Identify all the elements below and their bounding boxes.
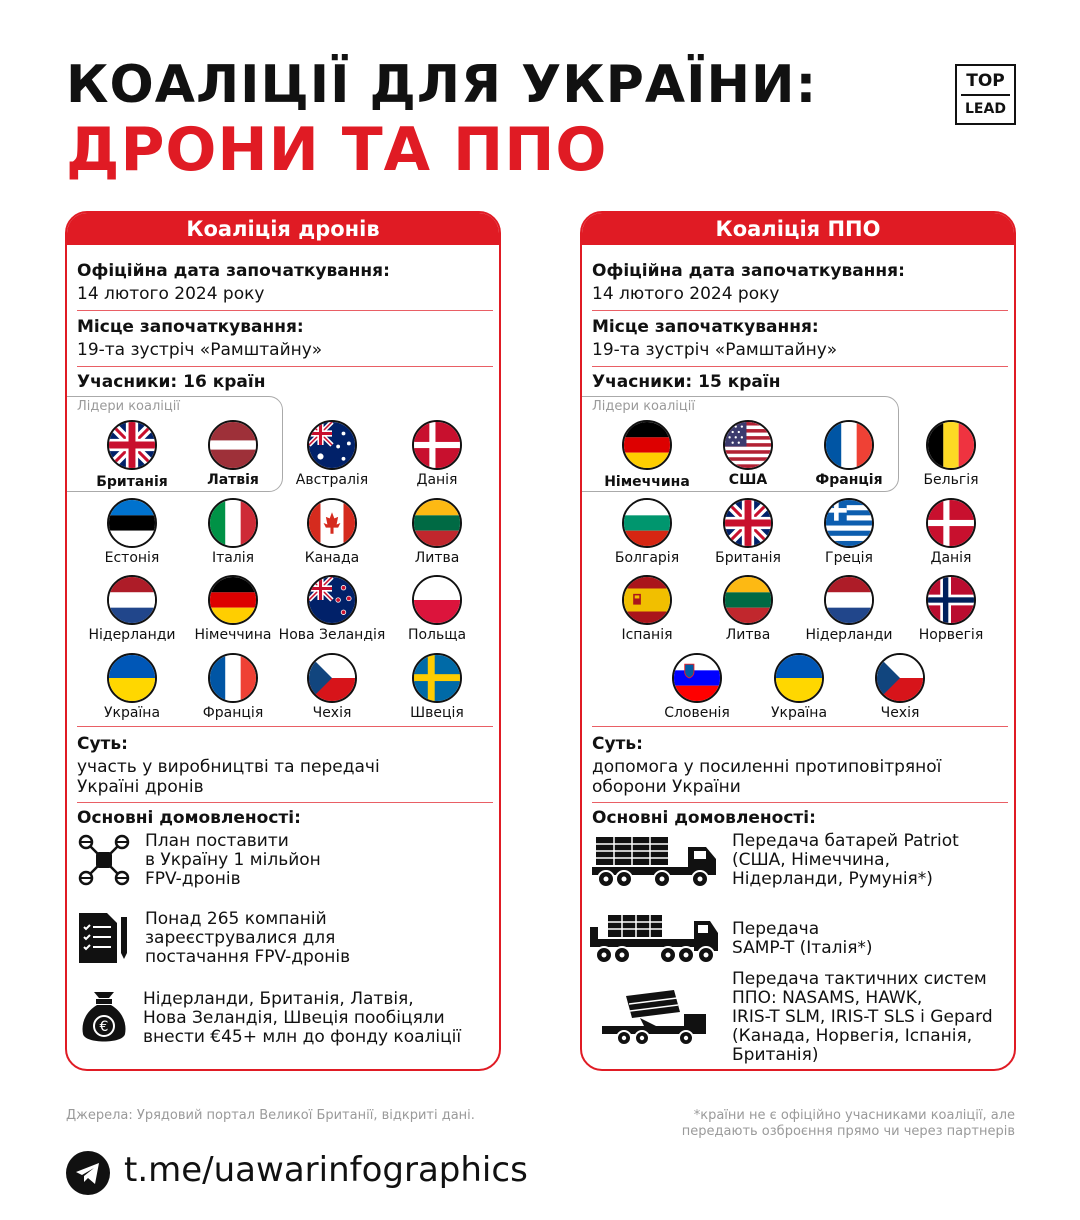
drone-agreement2-line: постачання FPV-дронів: [145, 947, 351, 967]
flag-uk-icon: [723, 498, 773, 548]
drone-date-value: 14 лютого 2024 року: [77, 284, 265, 304]
drone-essence-line1: участь у виробництві та передачі: [77, 757, 380, 777]
flag-norway-icon: [926, 575, 976, 625]
divider: [592, 726, 1008, 727]
flag-latvia-icon: [208, 420, 258, 470]
divider: [592, 310, 1008, 311]
country-name: Болгарія: [614, 550, 680, 566]
flag-ukraine-icon: [774, 653, 824, 703]
flag-spain-icon: [622, 575, 672, 625]
flag-lithuania-icon: [723, 575, 773, 625]
top-lead-logo: [955, 64, 1016, 125]
ad-agreements-label: Основні домовленості:: [592, 808, 816, 828]
country-name: Польща: [407, 627, 467, 643]
flag-estonia-icon: [107, 498, 157, 548]
drone-agreement3-line: Нідерланди, Британія, Латвія,: [143, 989, 414, 1009]
flag-france-icon: [824, 420, 874, 470]
patriot-launcher-icon: [590, 833, 722, 891]
flag-germany-icon: [622, 420, 672, 470]
ad-place-value: 19-та зустріч «Рамштайну»: [592, 340, 838, 360]
country-name: Литва: [414, 550, 460, 566]
divider: [77, 366, 493, 367]
telegram-link[interactable]: t.me/uawarinfographics: [124, 1150, 528, 1190]
country-name: Україна: [770, 705, 828, 721]
flag-canada-icon: [307, 498, 357, 548]
air-defense-panel-heading: Коаліція ППО: [582, 213, 1014, 245]
svg-text:€: €: [99, 1019, 109, 1035]
drone-agreement1-line: План поставити: [145, 831, 289, 851]
ad-agreement1-line: Передача батарей Patriot: [732, 831, 959, 851]
ad-agreement3-line: ППО: NASAMS, HAWK,: [732, 988, 923, 1008]
ad-place-label: Місце започаткування:: [592, 317, 819, 337]
country-name: Естонія: [104, 550, 160, 566]
divider: [77, 310, 493, 311]
divider: [592, 802, 1008, 803]
ad-agreement3-line: (Канада, Норвегія, Іспанія,: [732, 1026, 973, 1046]
drone-coalition-panel: [65, 211, 501, 1071]
footnote-line: передають озброєння прямо чи через партнерів: [681, 1124, 1015, 1139]
country-name: Австралія: [295, 472, 369, 488]
tactical-launcher-icon: [600, 988, 712, 1048]
drone-agreement2-line: зареєструвалися для: [145, 928, 336, 948]
flag-australia-icon: [307, 420, 357, 470]
flag-czechia-icon: [875, 653, 925, 703]
samp-t-launcher-icon: [588, 911, 722, 967]
country-name: Латвія: [207, 472, 259, 488]
country-name: Франція: [202, 705, 264, 721]
ad-agreement1-line: (США, Німеччина,: [732, 850, 890, 870]
country-name: Словенія: [664, 705, 730, 721]
drone-essence-label: Суть:: [77, 734, 128, 754]
drone-essence-line2: Україні дронів: [77, 777, 204, 797]
country-name: Данія: [416, 472, 458, 488]
ad-agreement3-line: Передача тактичних систем: [732, 969, 987, 989]
country-name: Британія: [715, 550, 781, 566]
country-name: Чехія: [312, 705, 352, 721]
document-icon: [77, 911, 131, 965]
drone-panel-heading: Коаліція дронів: [67, 213, 499, 245]
ad-agreement2-line: SAMP-T (Італія*): [732, 938, 873, 958]
flag-greece-icon: [824, 498, 874, 548]
source-note: Джерела: Урядовий портал Великої Британії, відкриті дані.: [66, 1108, 475, 1123]
drone-agreements-label: Основні домовленості:: [77, 808, 301, 828]
flag-czechia-icon: [307, 653, 357, 703]
country-name: Британія: [96, 474, 168, 490]
ad-agreement3-line: IRIS-T SLM, IRIS-T SLS і Gepard: [732, 1007, 993, 1027]
drone-place-value: 19-та зустріч «Рамштайну»: [77, 340, 323, 360]
divider: [592, 366, 1008, 367]
flag-germany-icon: [208, 575, 258, 625]
drone-icon: [77, 833, 131, 887]
flag-usa-icon: [723, 420, 773, 470]
drone-agreement3-line: Нова Зеландія, Швеція пообіцяли: [143, 1008, 445, 1028]
flag-bulgaria-icon: [622, 498, 672, 548]
ad-members-label: Учасники: 15 країн: [592, 372, 781, 392]
country-name: Франція: [815, 472, 883, 488]
country-name: Чехія: [880, 705, 920, 721]
country-name: Німеччина: [194, 627, 272, 643]
logo-bottom-text: LEAD: [965, 100, 1006, 117]
ad-date-label: Офіційна дата започаткування:: [592, 261, 905, 281]
flag-france-icon: [208, 653, 258, 703]
air-defense-coalition-panel: [580, 211, 1016, 1071]
ad-agreement2-line: Передача: [732, 919, 820, 939]
drone-members-label: Учасники: 16 країн: [77, 372, 266, 392]
country-name: Данія: [930, 550, 972, 566]
divider: [77, 802, 493, 803]
ad-date-value: 14 лютого 2024 року: [592, 284, 780, 304]
country-name: Україна: [103, 705, 161, 721]
flag-denmark-icon: [926, 498, 976, 548]
country-name: Італія: [211, 550, 255, 566]
country-name: Нідерланди: [88, 627, 176, 643]
page-title: КОАЛІЦІЇ ДЛЯ УКРАЇНИ:: [66, 55, 818, 115]
flag-netherlands-icon: [107, 575, 157, 625]
footnote-line: *країни не є офіційно учасниками коаліції, але: [693, 1108, 1015, 1123]
drone-agreement2-line: Понад 265 компаній: [145, 909, 327, 929]
ad-essence-label: Суть:: [592, 734, 643, 754]
flag-italy-icon: [208, 498, 258, 548]
country-name: США: [728, 472, 768, 488]
ad-essence-line1: допомога у посиленні протиповітряної: [592, 757, 942, 777]
country-name: Нідерланди: [805, 627, 893, 643]
drone-agreement1-line: в Україну 1 мільйон: [145, 850, 321, 870]
country-name: Литва: [725, 627, 771, 643]
country-name: Канада: [304, 550, 360, 566]
divider: [77, 726, 493, 727]
flag-new-zealand-icon: [307, 575, 357, 625]
flag-netherlands-icon: [824, 575, 874, 625]
drone-agreement3-line: внести €45+ млн до фонду коаліції: [143, 1027, 462, 1047]
flag-poland-icon: [412, 575, 462, 625]
country-name: Швеція: [410, 705, 464, 721]
telegram-icon[interactable]: [66, 1151, 110, 1195]
logo-divider: [961, 94, 1010, 96]
ad-agreement1-line: Нідерланди, Румунія*): [732, 869, 933, 889]
country-name: Нова Зеландія: [278, 627, 386, 643]
ad-agreement3-line: Британія): [732, 1045, 819, 1065]
flag-belgium-icon: [926, 420, 976, 470]
flag-ukraine-icon: [107, 653, 157, 703]
page-subtitle: ДРОНИ ТА ППО: [66, 115, 608, 185]
ad-essence-line2: оборони України: [592, 777, 741, 797]
country-name: Греція: [825, 550, 873, 566]
flag-sweden-icon: [412, 653, 462, 703]
money-bag-icon: [77, 988, 131, 1048]
country-name: Німеччина: [604, 474, 690, 490]
country-name: Норвегія: [918, 627, 984, 643]
ad-leaders-caption: Лідери коаліції: [592, 399, 695, 414]
drone-leaders-caption: Лідери коаліції: [77, 399, 180, 414]
country-name: Іспанія: [621, 627, 673, 643]
drone-date-label: Офіційна дата започаткування:: [77, 261, 390, 281]
country-name: Бельгія: [923, 472, 979, 488]
flag-uk-icon: [107, 420, 157, 470]
flag-slovenia-icon: [672, 653, 722, 703]
flag-denmark-icon: [412, 420, 462, 470]
flag-lithuania-icon: [412, 498, 462, 548]
drone-agreement1-line: FPV-дронів: [145, 869, 241, 889]
footnote: [595, 1108, 1015, 1140]
logo-top-text: TOP: [966, 71, 1005, 91]
drone-place-label: Місце започаткування:: [77, 317, 304, 337]
